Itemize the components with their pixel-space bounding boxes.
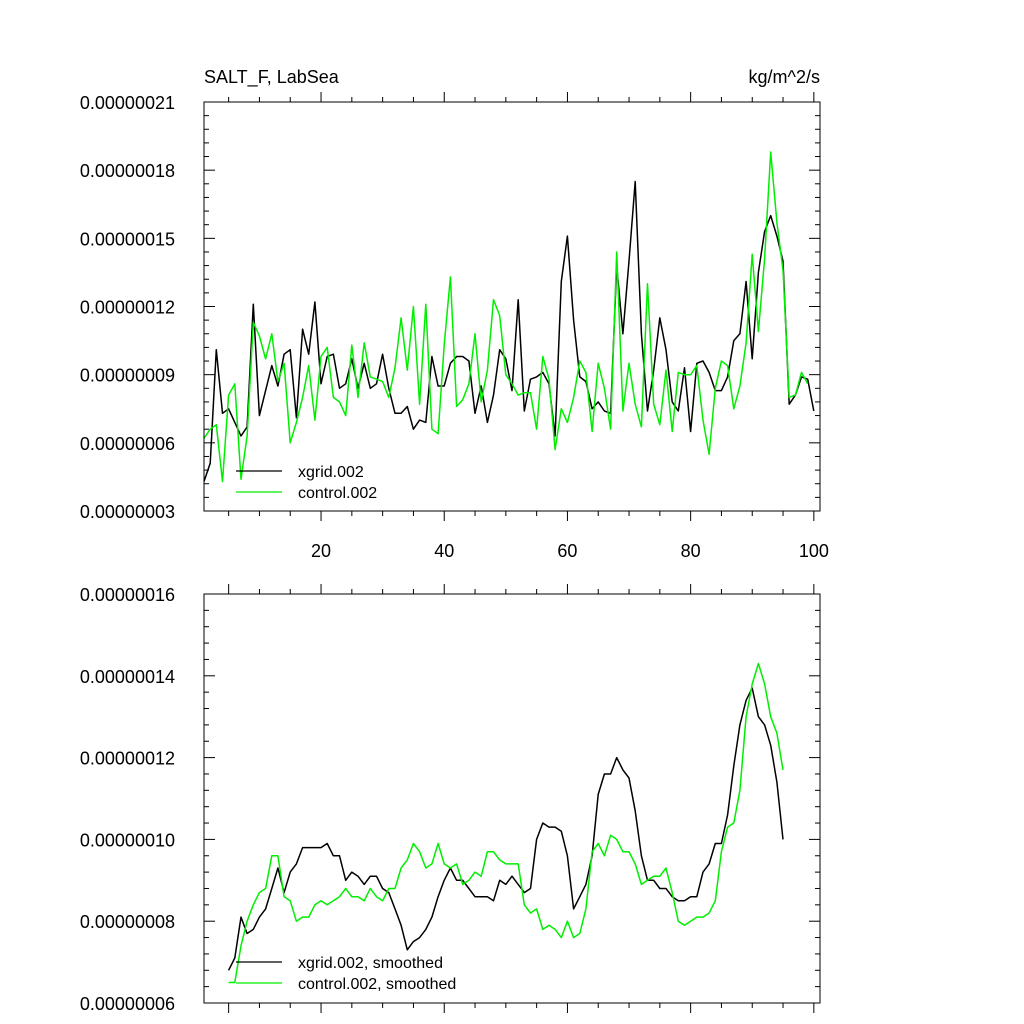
x-tick-label: 60 bbox=[557, 541, 578, 561]
y-tick-label: 0.00000009 bbox=[79, 365, 175, 386]
top-legend-label-control: control.002 bbox=[298, 485, 378, 502]
y-tick-label: 0.00000003 bbox=[79, 502, 175, 522]
y-tick-label: 0.00000008 bbox=[79, 912, 175, 933]
bottom-legend-label-xgrid: xgrid.002, smoothed bbox=[298, 955, 443, 972]
x-tick-label: 100 bbox=[798, 541, 829, 561]
x-tick-label: 20 bbox=[311, 541, 332, 561]
y-tick-label: 0.00000006 bbox=[79, 433, 175, 454]
y-tick-label: 0.00000021 bbox=[79, 93, 175, 113]
y-tick-label: 0.00000014 bbox=[79, 666, 175, 687]
y-tick-label: 0.00000015 bbox=[79, 229, 175, 250]
bottom-legend-label-control: control.002, smoothed bbox=[298, 976, 457, 993]
y-tick-label: 0.00000016 bbox=[79, 585, 175, 605]
y-tick-label: 0.00000010 bbox=[79, 830, 175, 851]
top-chart-units: kg/m^2/s bbox=[748, 67, 820, 87]
x-tick-label: 80 bbox=[680, 541, 701, 561]
top-legend-label-xgrid: xgrid.002 bbox=[298, 464, 364, 481]
top-chart-title: SALT_F, LabSea bbox=[204, 67, 339, 87]
x-tick-label: 40 bbox=[434, 541, 455, 561]
y-tick-label: 0.00000012 bbox=[79, 297, 175, 318]
y-tick-label: 0.00000018 bbox=[79, 161, 175, 182]
y-tick-label: 0.00000012 bbox=[79, 748, 175, 769]
y-tick-label: 0.00000006 bbox=[79, 994, 175, 1014]
